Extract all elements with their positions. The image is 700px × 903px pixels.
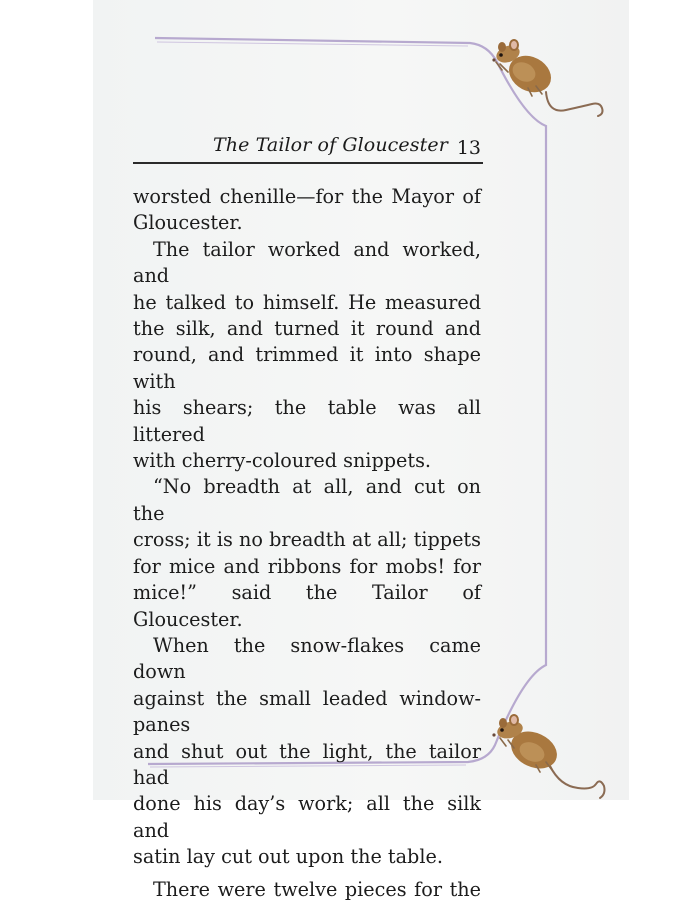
text-line: There were twelve pieces for the (153, 877, 481, 901)
text-line: with cherry-coloured snippets. (133, 449, 432, 473)
text-line: “No breadth at all, and cut on the (133, 475, 481, 525)
running-header (133, 128, 483, 164)
text-line: satin lay cut out upon the table. (133, 845, 443, 869)
text-line: he talked to himself. He measured (133, 290, 481, 314)
text-line: done his day’s work; all the silk and (133, 792, 481, 842)
text-line: the silk, and turned it round and (133, 317, 481, 341)
text-line: worsted chenille—for the Mayor of (133, 185, 481, 208)
mouse-bottom-illustration (488, 708, 613, 800)
mouse-top-illustration (488, 36, 613, 121)
text-line: The tailor worked and worked, and (133, 237, 481, 288)
text-line: cross; it is no breadth at all; tippets (133, 528, 481, 552)
text-line: his shears; the table was all littered (133, 396, 481, 446)
running-title: The Tailor of Gloucester (213, 134, 448, 156)
text-line: When the snow-flakes came down (133, 633, 481, 684)
text-line: and shut out the light, the tailor had (133, 739, 481, 789)
text-line: Gloucester. (133, 211, 243, 235)
body-text (133, 184, 481, 903)
text-line: mice!” said the Tailor of Gloucester. (133, 581, 481, 631)
text-line: against the small leaded window-panes (133, 686, 481, 737)
page-number: 13 (456, 137, 481, 159)
text-line: for mice and ribbons for mobs! for (133, 554, 481, 578)
text-line: round, and trimmed it into shape with (133, 343, 481, 393)
